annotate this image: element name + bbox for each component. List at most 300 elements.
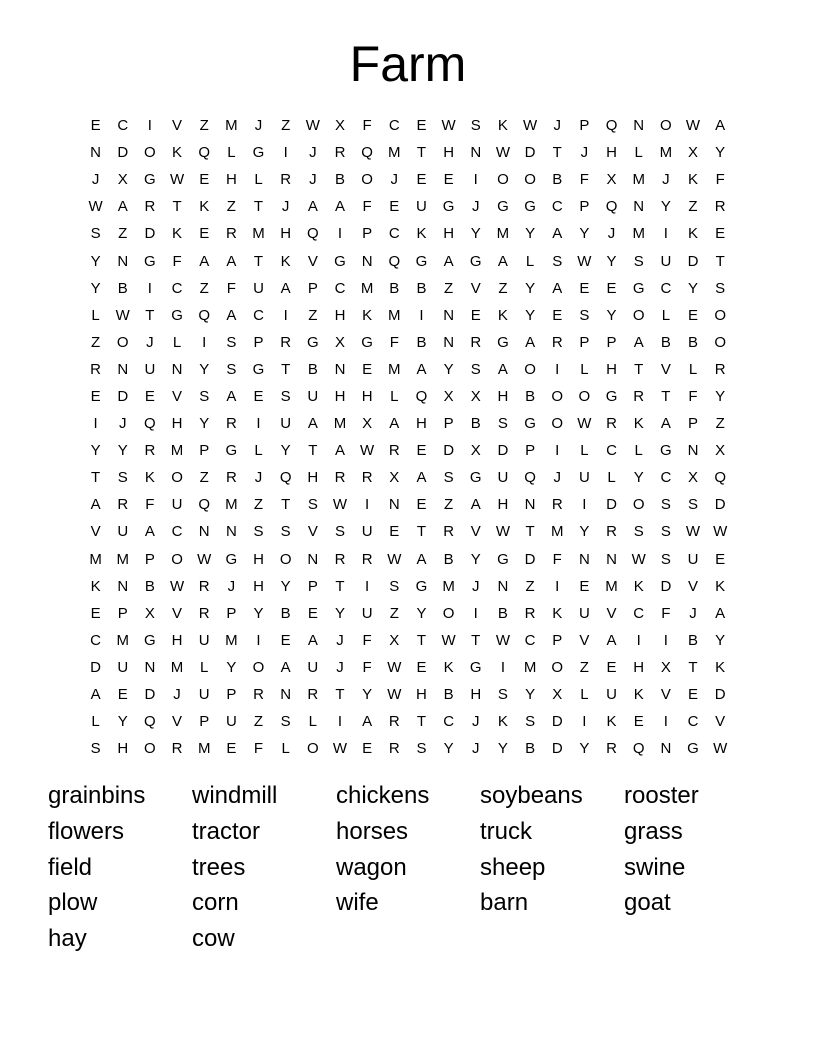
grid-letter: E	[389, 198, 400, 216]
grid-letter: Z	[308, 306, 318, 324]
grid-letter: Y	[90, 442, 101, 460]
grid-letter: D	[660, 577, 672, 595]
grid-letter: S	[633, 252, 644, 270]
grid-letter: R	[225, 415, 237, 433]
grid-row	[82, 166, 734, 193]
grid-letter: R	[524, 604, 536, 622]
grid-letter: Y	[688, 279, 699, 297]
grid-letter: O	[252, 658, 265, 676]
grid-letter: K	[199, 198, 210, 216]
grid-letter: M	[523, 658, 537, 676]
grid-letter: O	[714, 306, 726, 324]
grid-letter: T	[715, 252, 725, 270]
grid-letter: N	[225, 523, 237, 541]
grid-letter: R	[443, 523, 455, 541]
grid-letter: Q	[306, 225, 319, 243]
grid-letter: W	[387, 686, 402, 704]
word-bank-item: goat	[624, 889, 671, 917]
grid-letter: I	[473, 604, 478, 622]
grid-letter: M	[550, 523, 564, 541]
grid-letter: W	[305, 117, 320, 135]
grid-letter: H	[253, 577, 264, 595]
grid-letter: J	[580, 144, 589, 162]
grid-letter: A	[633, 333, 644, 351]
word-bank-item: wife	[336, 889, 379, 917]
grid-letter: P	[307, 279, 318, 297]
grid-letter: I	[147, 279, 152, 297]
word-bank-item: chickens	[336, 782, 430, 809]
grid-row	[82, 247, 734, 274]
grid-letter: N	[198, 523, 210, 541]
grid-letter: W	[522, 117, 538, 135]
grid-letter: Z	[90, 333, 101, 351]
grid-letter: Y	[470, 225, 481, 243]
grid-letter: A	[144, 523, 155, 541]
grid-letter: B	[497, 604, 508, 622]
grid-letter: H	[334, 387, 346, 405]
grid-letter: E	[633, 713, 644, 731]
grid-letter: M	[496, 225, 510, 243]
grid-letter: O	[116, 333, 129, 351]
grid-letter: E	[144, 387, 155, 405]
grid-letter: M	[360, 279, 374, 297]
grid-letter: A	[307, 631, 318, 649]
grid-letter: R	[117, 496, 129, 514]
grid-letter: N	[280, 686, 292, 704]
grid-letter: X	[362, 415, 373, 433]
grid-letter: S	[280, 387, 291, 405]
grid-letter: V	[307, 523, 318, 541]
grid-letter: Y	[280, 442, 291, 460]
word-bank-item: plow	[48, 889, 98, 917]
grid-letter: O	[578, 387, 591, 405]
grid-letter: K	[90, 577, 101, 595]
grid-letter: A	[334, 198, 345, 216]
grid-letter: L	[607, 469, 616, 487]
grid-letter: G	[524, 415, 536, 433]
grid-letter: U	[171, 496, 183, 514]
grid-letter: E	[606, 279, 617, 297]
grid-letter: E	[90, 117, 101, 135]
grid-letter: N	[660, 740, 672, 758]
grid-row	[82, 356, 734, 383]
grid-letter: I	[582, 496, 587, 514]
grid-letter: M	[388, 360, 401, 378]
grid-letter: Q	[605, 117, 618, 135]
grid-letter: W	[169, 577, 185, 595]
grid-letter: M	[632, 225, 645, 243]
grid-letter: K	[443, 658, 454, 676]
grid-letter: M	[116, 550, 129, 568]
grid-letter: J	[254, 469, 263, 487]
grid-letter: P	[552, 631, 563, 649]
word-bank-item: windmill	[192, 782, 278, 809]
grid-letter: Y	[660, 198, 671, 216]
grid-letter: Z	[253, 496, 264, 514]
grid-letter: B	[470, 415, 481, 433]
grid-letter: Q	[388, 252, 401, 270]
grid-letter: F	[688, 387, 698, 405]
grid-letter: W	[387, 658, 402, 676]
grid-row	[82, 275, 734, 302]
grid-letter: J	[472, 577, 480, 595]
grid-letter: I	[663, 713, 668, 731]
grid-letter: J	[553, 117, 561, 135]
grid-letter: G	[632, 279, 645, 297]
grid-letter: D	[497, 442, 509, 460]
grid-letter: L	[172, 333, 182, 351]
grid-letter: G	[225, 550, 238, 568]
grid-letter: B	[416, 333, 427, 351]
grid-letter: E	[199, 171, 210, 189]
grid-letter: N	[606, 550, 617, 568]
grid-letter: B	[443, 550, 454, 568]
grid-letter: U	[687, 550, 699, 568]
grid-letter: Q	[279, 469, 292, 487]
grid-letter: G	[497, 198, 509, 216]
grid-letter: M	[333, 415, 347, 433]
grid-letter: S	[497, 686, 508, 704]
grid-letter: I	[663, 631, 668, 649]
grid-letter: O	[632, 306, 645, 324]
grid-letter: G	[252, 144, 265, 162]
grid-letter: X	[144, 604, 155, 622]
grid-letter: O	[714, 333, 726, 351]
puzzle-title: Farm	[349, 36, 467, 92]
grid-letter: O	[144, 144, 156, 162]
grid-letter: H	[334, 306, 346, 324]
grid-letter: X	[334, 333, 345, 351]
grid-letter: U	[253, 279, 264, 297]
grid-letter: A	[715, 604, 726, 622]
grid-letter: A	[280, 279, 291, 297]
grid-letter: A	[552, 225, 563, 243]
grid-letter: S	[470, 360, 481, 378]
grid-letter: O	[497, 171, 509, 189]
grid-letter: K	[633, 686, 644, 704]
grid-letter: A	[416, 360, 427, 378]
grid-letter: L	[254, 171, 263, 189]
grid-letter: N	[443, 333, 455, 351]
grid-letter: K	[362, 306, 373, 324]
grid-letter: I	[663, 225, 668, 243]
grid-letter: Y	[226, 658, 237, 676]
grid-letter: T	[416, 144, 427, 162]
grid-letter: A	[226, 252, 237, 270]
grid-letter: E	[579, 279, 590, 297]
grid-letter: F	[579, 171, 589, 189]
word-bank	[48, 778, 768, 957]
grid-letter: N	[90, 144, 101, 162]
grid-letter: S	[660, 523, 671, 541]
grid-letter: E	[416, 658, 427, 676]
grid-letter: S	[715, 279, 726, 297]
grid-letter: M	[197, 740, 211, 758]
grid-letter: F	[362, 117, 372, 135]
grid-letter: H	[633, 658, 645, 676]
grid-letter: T	[661, 387, 671, 405]
grid-letter: F	[145, 496, 155, 514]
grid-letter: H	[416, 415, 427, 433]
grid-letter: G	[144, 252, 156, 270]
grid-letter: R	[470, 333, 482, 351]
grid-letter: R	[633, 387, 645, 405]
grid-letter: D	[117, 144, 129, 162]
grid-letter: I	[500, 658, 505, 676]
grid-letter: T	[172, 198, 182, 216]
grid-letter: H	[171, 415, 183, 433]
grid-letter: E	[443, 171, 454, 189]
grid-letter: U	[660, 252, 672, 270]
grid-letter: Z	[579, 658, 589, 676]
grid-letter: A	[226, 306, 237, 324]
grid-letter: B	[389, 279, 400, 297]
grid-letter: P	[362, 225, 373, 243]
grid-letter: Z	[444, 279, 454, 297]
word-bank-item: barn	[480, 889, 529, 917]
grid-letter: R	[198, 577, 210, 595]
grid-letter: A	[470, 496, 481, 514]
grid-letter: E	[715, 225, 726, 243]
grid-letter: J	[336, 631, 344, 649]
grid-letter: S	[552, 252, 563, 270]
grid-letter: A	[715, 117, 726, 135]
grid-letter: G	[144, 631, 156, 649]
grid-letter: J	[607, 225, 616, 243]
grid-letter: Y	[579, 740, 590, 758]
grid-letter: B	[688, 333, 699, 351]
grid-letter: G	[605, 387, 618, 405]
grid-letter: Q	[605, 198, 618, 216]
grid-letter: R	[388, 740, 400, 758]
grid-letter: P	[307, 577, 318, 595]
grid-letter: K	[497, 117, 508, 135]
grid-letter: I	[555, 442, 560, 460]
grid-letter: T	[90, 469, 101, 487]
grid-letter: H	[443, 144, 455, 162]
grid-letter: W	[495, 631, 510, 649]
grid-row	[82, 302, 734, 329]
grid-letter: L	[580, 442, 589, 460]
grid-letter: E	[389, 523, 400, 541]
grid-letter: J	[472, 713, 480, 731]
grid-letter: E	[117, 686, 128, 704]
grid-letter: A	[90, 496, 101, 514]
grid-letter: R	[361, 469, 373, 487]
grid-letter: Y	[525, 279, 536, 297]
grid-letter: B	[334, 171, 345, 189]
grid-letter: C	[171, 279, 183, 297]
grid-letter: V	[172, 117, 183, 135]
grid-letter: S	[497, 415, 508, 433]
grid-letter: Y	[525, 225, 536, 243]
grid-letter: W	[115, 306, 130, 324]
grid-letter: C	[633, 604, 645, 622]
grid-letter: L	[91, 713, 100, 731]
grid-letter: X	[688, 469, 699, 487]
grid-letter: Y	[280, 577, 291, 595]
grid-letter: F	[253, 740, 264, 758]
grid-letter: K	[715, 658, 726, 676]
grid-letter: R	[280, 171, 292, 189]
grid-letter: L	[200, 658, 209, 676]
grid-letter: Z	[688, 198, 698, 216]
grid-letter: E	[280, 631, 291, 649]
grid-letter: Y	[579, 225, 590, 243]
grid-letter: D	[687, 252, 699, 270]
grid-letter: U	[361, 523, 373, 541]
grid-letter: Q	[415, 387, 428, 405]
grid-letter: B	[280, 604, 291, 622]
grid-letter: Q	[361, 144, 373, 162]
grid-letter: W	[88, 198, 103, 216]
grid-letter: I	[555, 360, 560, 378]
grid-letter: R	[334, 469, 346, 487]
word-bank-item: rooster	[624, 782, 699, 809]
grid-letter: V	[90, 523, 101, 541]
grid-letter: Y	[633, 469, 644, 487]
grid-letter: I	[202, 333, 207, 351]
grid-letter: C	[687, 713, 699, 731]
grid-letter: J	[281, 198, 290, 216]
grid-letter: K	[497, 306, 508, 324]
grid-letter: U	[117, 658, 129, 676]
grid-letter: P	[226, 604, 237, 622]
grid-letter: H	[416, 686, 427, 704]
grid-letter: J	[254, 117, 263, 135]
grid-letter: J	[118, 415, 127, 433]
grid-letter: Y	[90, 279, 101, 297]
grid-letter: N	[388, 496, 400, 514]
grid-letter: O	[524, 360, 536, 378]
grid-letter: V	[470, 279, 481, 297]
grid-letter: T	[253, 198, 264, 216]
grid-letter: O	[361, 171, 373, 189]
grid-letter: E	[688, 306, 699, 324]
grid-letter: W	[495, 144, 510, 162]
grid-letter: Y	[470, 550, 481, 568]
grid-letter: Z	[281, 117, 291, 135]
grid-letter: B	[525, 387, 536, 405]
grid-letter: Q	[198, 144, 211, 162]
grid-letter: K	[497, 713, 508, 731]
grid-letter: N	[117, 577, 129, 595]
grid-letter: D	[714, 496, 726, 514]
grid-letter: N	[117, 252, 129, 270]
grid-letter: Y	[606, 306, 617, 324]
grid-letter: V	[470, 523, 481, 541]
grid-letter: O	[279, 550, 292, 568]
grid-letter: R	[361, 550, 373, 568]
grid-letter: S	[443, 469, 454, 487]
grid-letter: R	[388, 442, 400, 460]
grid-letter: L	[227, 144, 236, 162]
grid-letter: M	[225, 631, 238, 649]
grid-row	[82, 464, 734, 491]
grid-letter: Q	[632, 740, 645, 758]
grid-letter: U	[578, 604, 590, 622]
grid-letter: J	[309, 171, 317, 189]
grid-letter: Y	[362, 686, 373, 704]
grid-letter: J	[336, 658, 344, 676]
grid-letter: T	[253, 252, 264, 270]
word-bank-item: swine	[624, 853, 686, 881]
grid-letter: W	[332, 496, 348, 514]
grid-letter: E	[362, 360, 373, 378]
grid-letter: C	[117, 117, 129, 135]
grid-letter: E	[253, 387, 264, 405]
grid-letter: W	[631, 550, 646, 568]
grid-letter: I	[337, 225, 343, 243]
grid-letter: S	[226, 360, 237, 378]
grid-row	[82, 627, 734, 654]
grid-letter: O	[551, 415, 564, 433]
grid-letter: X	[389, 631, 400, 649]
grid-letter: L	[580, 686, 589, 704]
grid-letter: E	[416, 117, 427, 135]
grid-row	[82, 193, 734, 220]
grid-row	[82, 112, 734, 139]
grid-letter: J	[390, 171, 399, 189]
grid-letter: E	[715, 550, 726, 568]
grid-letter: U	[307, 658, 319, 676]
grid-letter: K	[416, 225, 427, 243]
grid-letter: G	[524, 198, 536, 216]
grid-letter: O	[551, 387, 564, 405]
grid-letter: M	[170, 442, 184, 460]
grid-letter: N	[633, 198, 645, 216]
grid-letter: Y	[253, 604, 264, 622]
grid-letter: B	[443, 686, 454, 704]
grid-letter: Y	[579, 523, 590, 541]
grid-letter: H	[470, 686, 482, 704]
grid-letter: U	[497, 469, 509, 487]
grid-letter: T	[552, 144, 562, 162]
grid-letter: J	[227, 577, 236, 595]
grid-letter: W	[713, 523, 728, 541]
grid-letter: N	[307, 550, 319, 568]
grid-letter: B	[525, 740, 536, 758]
grid-letter: Q	[198, 496, 211, 514]
grid-letter: R	[606, 415, 617, 433]
grid-letter: Y	[443, 740, 454, 758]
grid-letter: L	[91, 306, 100, 324]
grid-letter: S	[253, 523, 264, 541]
grid-letter: O	[524, 171, 536, 189]
grid-letter: Q	[144, 713, 156, 731]
grid-letter: W	[332, 740, 348, 758]
grid-letter: E	[416, 442, 427, 460]
grid-letter: W	[387, 550, 402, 568]
grid-letter: S	[525, 713, 536, 731]
word-bank-item: hay	[48, 925, 87, 952]
grid-letter: F	[226, 279, 236, 297]
grid-letter: J	[309, 144, 317, 162]
grid-letter: R	[144, 198, 156, 216]
grid-letter: K	[633, 577, 644, 595]
grid-letter: Z	[253, 713, 264, 731]
grid-letter: R	[144, 442, 156, 460]
grid-letter: N	[524, 496, 536, 514]
grid-letter: B	[144, 577, 155, 595]
grid-letter: M	[225, 496, 238, 514]
grid-letter: Y	[117, 442, 128, 460]
grid-letter: I	[283, 144, 288, 162]
grid-letter: Y	[117, 713, 128, 731]
grid-letter: K	[172, 144, 183, 162]
grid-row	[82, 329, 734, 356]
grid-letter: R	[334, 550, 346, 568]
